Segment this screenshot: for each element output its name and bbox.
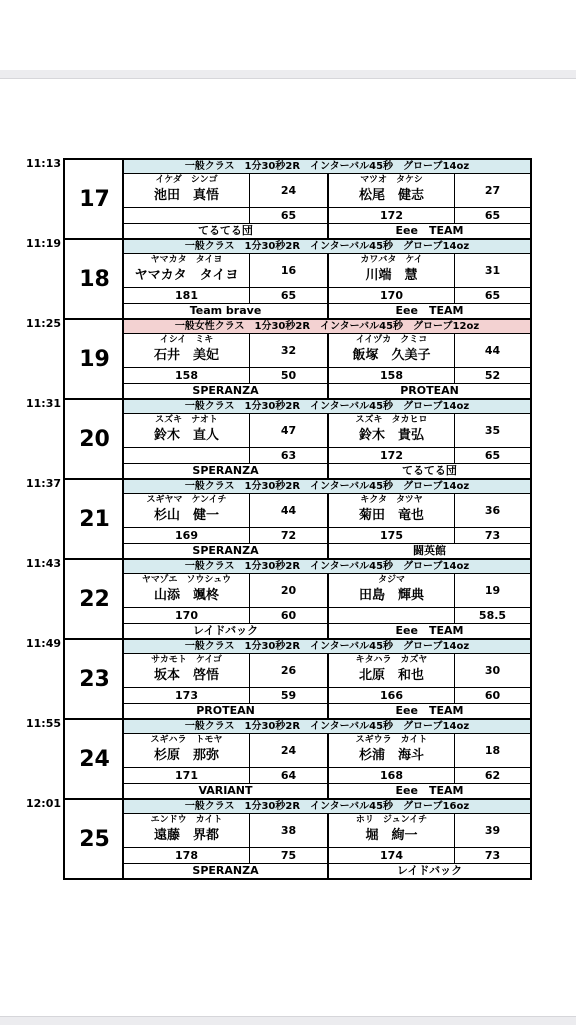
fighter-reach: 65 [455,448,530,464]
right-corner [327,334,530,398]
fighter-name-cell [329,814,455,848]
fighter-kana: スズキ ナオト [155,415,218,425]
fighter-height: 170 [124,608,250,624]
left-corner [124,414,327,478]
fighter-height [124,208,250,224]
fighter-name: 堀 絢一 [365,828,418,843]
fighter-team: Eee TEAM [395,784,464,797]
fighter-reach: 50 [250,368,327,384]
fighter-team: Eee TEAM [395,304,464,317]
fighter-kana: ヤマカタ タイヨ [150,255,223,265]
bout-rule-header: 一般クラス 1分30秒2R インターバル45秒 グローブ14oz [124,640,530,654]
fighter-team: PROTEAN [196,704,255,717]
bout-time: 11:49 [26,637,62,650]
fighter-kana: イケダ シンゴ [155,175,218,185]
fighter-reach: 59 [250,688,327,704]
fighter-team: SPERANZA [192,544,259,557]
fighter-name: 田島 輝典 [358,588,424,603]
fighter-weight: 38 [250,814,327,848]
fighter-name-cell [329,494,455,528]
fighter-name: 石井 美妃 [153,348,219,363]
fighter-height: 181 [124,288,250,304]
fighter-name-cell [124,734,250,768]
fighter-team: てるてる団 [198,224,253,237]
fighter-height: 158 [329,368,455,384]
right-corner [327,654,530,718]
fighter-weight: 31 [455,254,530,288]
fighter-team: レイドバック [396,864,463,877]
fighter-weight: 30 [455,654,530,688]
fighter-name-cell [329,734,455,768]
right-corner [327,254,530,318]
fighter-weight: 26 [250,654,327,688]
fighter-reach: 63 [250,448,327,464]
bout-time: 11:43 [26,557,62,570]
fighter-reach: 65 [250,288,327,304]
fighter-name: 山添 颯柊 [153,588,219,603]
fighter-name-cell [329,414,455,448]
fighter-height: 175 [329,528,455,544]
fighter-weight: 35 [455,414,530,448]
fighter-height: 174 [329,848,455,864]
fighter-height: 170 [329,288,455,304]
fighter-reach: 75 [250,848,327,864]
fighter-reach: 64 [250,768,327,784]
fighter-name: 池田 真悟 [153,188,219,203]
fighter-team: Eee TEAM [395,624,464,637]
fighter-name: 杉浦 海斗 [358,748,424,763]
bout-block [0,398,576,478]
fighter-name: 遠藤 界都 [153,828,219,843]
fighter-name: 杉原 那弥 [153,748,219,763]
fighter-reach: 73 [455,848,530,864]
fighter-name: 北原 和也 [358,668,424,683]
fighter-kana: ヤマゾエ ソウシュウ [141,575,232,585]
bout-card [122,238,532,320]
fighter-reach: 65 [250,208,327,224]
fighter-height: 173 [124,688,250,704]
fighter-team: SPERANZA [192,464,259,477]
bout-number: 21 [63,478,124,560]
bout-rule-header: 一般クラス 1分30秒2R インターバル45秒 グローブ14oz [124,720,530,734]
bout-card [122,398,532,480]
fighter-name-cell [329,254,455,288]
bout-card [122,558,532,640]
fighter-height: 166 [329,688,455,704]
left-corner [124,574,327,638]
bout-time: 11:13 [26,157,62,170]
bout-block [0,238,576,318]
fighter-reach: 60 [455,688,530,704]
bout-card [122,158,532,240]
fighter-reach: 72 [250,528,327,544]
fighter-kana: キクタ タツヤ [360,495,423,505]
fighter-kana: マツオ タケシ [360,175,423,185]
fighter-height: 172 [329,448,455,464]
fighter-height: 168 [329,768,455,784]
fighter-weight: 27 [455,174,530,208]
fighter-reach: 60 [250,608,327,624]
bout-card [122,638,532,720]
fighter-reach: 62 [455,768,530,784]
bout-time: 11:31 [26,397,62,410]
fighter-weight: 44 [455,334,530,368]
fighter-kana: スギハラ トモヤ [150,735,223,745]
bout-rule-header: 一般クラス 1分30秒2R インターバル45秒 グローブ14oz [124,560,530,574]
bout-block [0,318,576,398]
bout-rule-header: 一般クラス 1分30秒2R インターバル45秒 グローブ14oz [124,480,530,494]
fighter-kana: ホリ ジュンイチ [355,815,428,825]
fighter-team: SPERANZA [192,384,259,397]
bout-rule-header: 一般クラス 1分30秒2R インターバル45秒 グローブ14oz [124,240,530,254]
fighter-team: 闘英館 [413,544,446,557]
fighter-kana: カワバタ ケイ [360,255,423,265]
fighter-weight: 19 [455,574,530,608]
fighter-kana: スギヤマ ケンイチ [146,495,227,505]
fighter-weight: 18 [455,734,530,768]
fighter-weight: 16 [250,254,327,288]
bout-number: 23 [63,638,124,720]
fighter-name: 鈴木 直人 [153,428,219,443]
bout-number: 17 [63,158,124,240]
right-corner [327,814,530,878]
bout-time: 11:55 [26,717,62,730]
fighter-weight: 44 [250,494,327,528]
bout-block [0,638,576,718]
fighter-weight: 24 [250,174,327,208]
fighter-name: 川端 慧 [365,268,418,283]
bout-card [122,318,532,400]
fighter-weight: 39 [455,814,530,848]
fighter-name: 菊田 竜也 [358,508,424,523]
fighter-name-cell [124,574,250,608]
left-corner [124,494,327,558]
bout-number: 24 [63,718,124,800]
bout-rule-header: 一般クラス 1分30秒2R インターバル45秒 グローブ16oz [124,800,530,814]
fighter-name-cell [124,494,250,528]
bout-block [0,478,576,558]
left-corner [124,734,327,798]
fighter-team: Eee TEAM [395,704,464,717]
fighter-name-cell [124,254,250,288]
fighter-weight: 32 [250,334,327,368]
right-corner [327,494,530,558]
bout-card [122,718,532,800]
bout-time: 11:37 [26,477,62,490]
fighter-team: SPERANZA [192,864,259,877]
bout-time: 12:01 [26,797,62,810]
bout-card [122,798,532,880]
bout-number: 20 [63,398,124,480]
bout-block [0,158,576,238]
left-corner [124,814,327,878]
fighter-team: Eee TEAM [395,224,464,237]
bout-number: 18 [63,238,124,320]
fighter-name-cell [124,174,250,208]
bout-rule-header: 一般クラス 1分30秒2R インターバル45秒 グローブ14oz [124,160,530,174]
bout-block [0,718,576,798]
fighter-kana: タジマ [377,575,405,585]
left-corner [124,254,327,318]
fighter-name: ヤマカタ タイヨ [134,268,239,283]
bout-block [0,798,576,878]
fighter-kana: スズキ タカヒロ [355,415,428,425]
right-corner [327,414,530,478]
right-corner [327,574,530,638]
fighter-height: 158 [124,368,250,384]
left-corner [124,174,327,238]
right-corner [327,734,530,798]
bout-rule-header: 一般クラス 1分30秒2R インターバル45秒 グローブ14oz [124,400,530,414]
bout-card [122,478,532,560]
right-corner [327,174,530,238]
fighter-weight: 47 [250,414,327,448]
fighter-kana: キタハラ カズヤ [355,655,428,665]
fighter-name-cell [124,414,250,448]
fighter-weight: 20 [250,574,327,608]
left-corner [124,654,327,718]
fighter-height: 172 [329,208,455,224]
bout-number: 22 [63,558,124,640]
fighter-name: 坂本 啓悟 [153,668,219,683]
fighter-name: 松尾 健志 [358,188,424,203]
fighter-height: 171 [124,768,250,784]
fighter-team: PROTEAN [400,384,459,397]
fighter-name-cell [329,574,455,608]
fighter-name: 杉山 健一 [153,508,219,523]
fighter-name: 鈴木 貴弘 [358,428,424,443]
fighter-reach: 65 [455,208,530,224]
fighter-name-cell [124,814,250,848]
bout-rule-header: 一般女性クラス 1分30秒2R インターバル45秒 グローブ12oz [124,320,530,334]
fighter-kana: エンドウ カイト [150,815,223,825]
fighter-reach: 65 [455,288,530,304]
bout-number: 19 [63,318,124,400]
fighter-height [124,448,250,464]
fighter-name-cell [124,654,250,688]
fighter-weight: 36 [455,494,530,528]
fighter-weight: 24 [250,734,327,768]
fighter-name-cell [329,174,455,208]
fighter-team: てるてる団 [402,464,457,477]
fighter-team: VARIANT [198,784,253,797]
fighter-kana: イイヅカ クミコ [355,335,428,345]
fighter-team: レイドバック [192,624,259,637]
fighter-height [329,608,455,624]
bout-number: 25 [63,798,124,880]
fighter-height: 178 [124,848,250,864]
fighter-reach: 73 [455,528,530,544]
fighter-kana: イシイ ミキ [159,335,214,345]
fighter-name-cell [124,334,250,368]
fighter-name-cell [329,334,455,368]
fighter-height: 169 [124,528,250,544]
left-corner [124,334,327,398]
fighter-reach: 58.5 [455,608,530,624]
fighter-kana: サカモト ケイゴ [151,655,222,665]
fighter-name-cell [329,654,455,688]
bout-time: 11:19 [26,237,62,250]
bout-block [0,558,576,638]
fighter-reach: 52 [455,368,530,384]
fighter-team: Team brave [189,304,262,317]
fighter-name: 飯塚 久美子 [352,348,431,363]
bout-time: 11:25 [26,317,62,330]
fighter-kana: スギウラ カイト [355,735,428,745]
